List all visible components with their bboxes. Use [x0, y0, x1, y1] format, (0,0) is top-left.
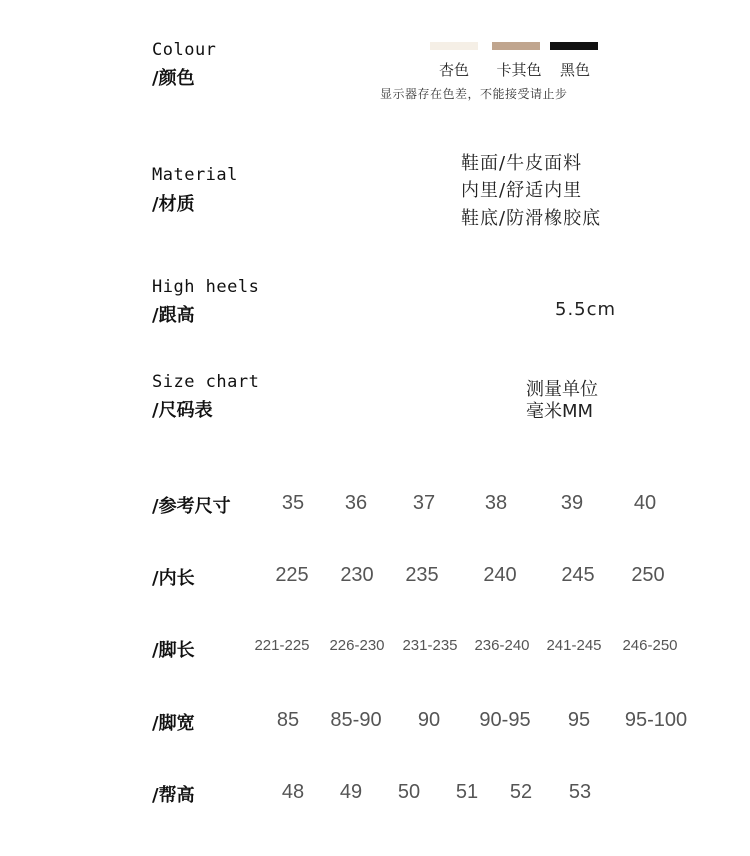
- table-cell: 40: [633, 492, 657, 514]
- table-cell: 245: [561, 564, 595, 586]
- colour-note: 显示器存在色差，不能接受请止步: [380, 87, 568, 101]
- swatch-label-black: 黑色: [559, 61, 591, 79]
- sizechart-label-en: Size chart: [152, 372, 260, 392]
- heels-label-cn: /跟高: [152, 305, 195, 326]
- table-cell: 90: [417, 709, 441, 731]
- heels-value: 5.5cm: [555, 299, 617, 320]
- table-cell: 51: [455, 781, 479, 803]
- table-cell: 230: [340, 564, 374, 586]
- table-cell: 95-100: [624, 709, 688, 731]
- heels-label-en: High heels: [152, 277, 260, 297]
- table-cell: 53: [568, 781, 592, 803]
- swatch-khaki: [492, 42, 540, 50]
- swatch-apricot: [430, 42, 478, 50]
- table-cell: 235: [405, 564, 439, 586]
- material-line-lining: 内里/舒适内里: [461, 180, 583, 201]
- table-cell: 52: [509, 781, 533, 803]
- table-cell: 35: [281, 492, 305, 514]
- unit-line-2: 毫米MM: [526, 401, 594, 422]
- material-label-en: Material: [152, 165, 238, 185]
- unit-line-1: 测量单位: [526, 379, 598, 400]
- row-label-inner-length: /内长: [152, 568, 195, 589]
- table-cell: 221-225: [254, 637, 310, 654]
- table-cell: 50: [397, 781, 421, 803]
- material-label-cn: /材质: [152, 194, 195, 215]
- material-line-upper: 鞋面/牛皮面料: [461, 153, 583, 174]
- colour-label-cn: /颜色: [152, 68, 195, 89]
- row-label-shaft-height: /帮高: [152, 785, 195, 806]
- table-cell: 49: [339, 781, 363, 803]
- table-cell: 241-245: [546, 637, 602, 654]
- table-cell: 85-90: [330, 709, 382, 731]
- table-cell: 95: [567, 709, 591, 731]
- table-cell: 231-235: [402, 637, 458, 654]
- table-cell: 37: [412, 492, 436, 514]
- row-label-foot-width: /脚宽: [152, 713, 195, 734]
- table-cell: 225: [275, 564, 309, 586]
- row-label-size: /参考尺寸: [152, 496, 231, 517]
- table-cell: 236-240: [474, 637, 530, 654]
- table-cell: 250: [631, 564, 665, 586]
- table-cell: 246-250: [622, 637, 678, 654]
- row-label-foot-length: /脚长: [152, 640, 195, 661]
- swatch-label-apricot: 杏色: [438, 61, 470, 79]
- material-line-sole: 鞋底/防滑橡胶底: [461, 208, 602, 229]
- table-cell: 226-230: [329, 637, 385, 654]
- table-cell: 48: [281, 781, 305, 803]
- colour-label-en: Colour: [152, 40, 217, 60]
- table-cell: 39: [560, 492, 584, 514]
- table-cell: 90-95: [479, 709, 531, 731]
- table-cell: 36: [344, 492, 368, 514]
- swatch-label-khaki: 卡其色: [496, 61, 542, 79]
- sizechart-label-cn: /尺码表: [152, 400, 213, 421]
- table-cell: 38: [484, 492, 508, 514]
- table-cell: 240: [483, 564, 517, 586]
- swatch-black: [550, 42, 598, 50]
- table-cell: 85: [276, 709, 300, 731]
